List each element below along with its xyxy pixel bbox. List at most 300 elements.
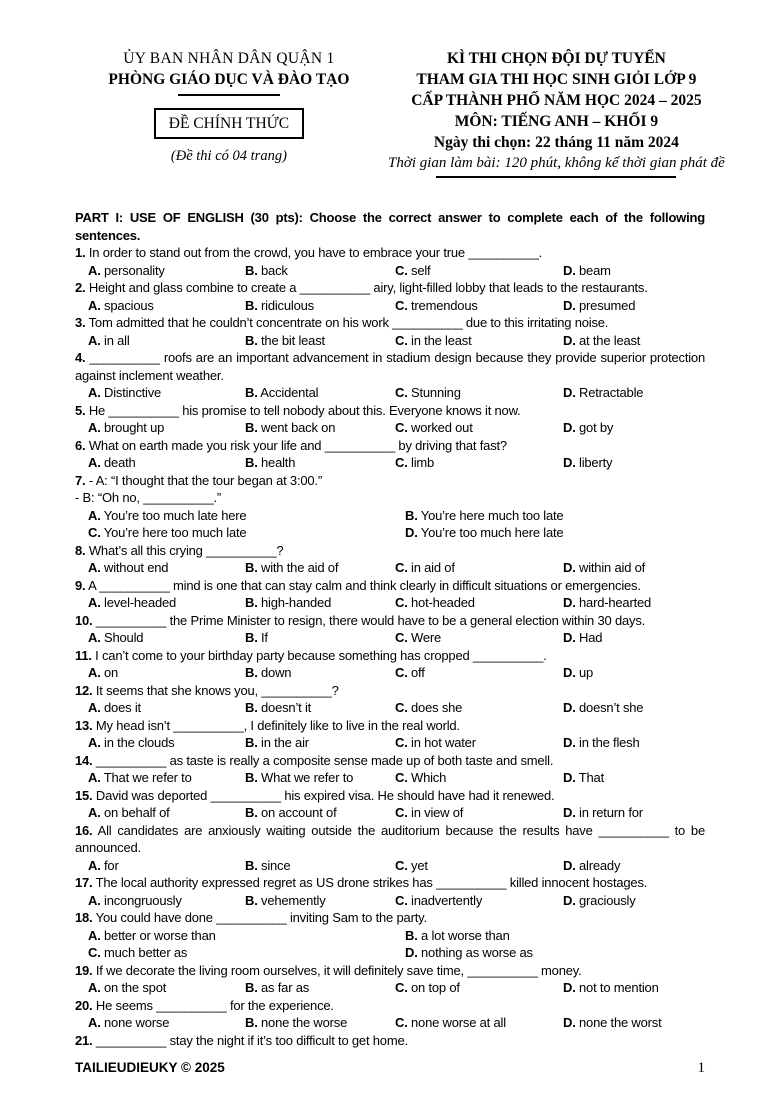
option-text: death: [100, 455, 136, 470]
question-item: [75, 909, 705, 962]
question-item: [75, 437, 705, 472]
question-item: [75, 612, 705, 647]
option-letter: D.: [563, 262, 576, 278]
option-A: [88, 892, 245, 910]
option-letter: C.: [395, 560, 408, 575]
option-letter: C.: [395, 385, 408, 400]
question-text: David was deported __________ his expired visa. He should have had it renewed.: [92, 787, 555, 803]
question-text-line2: - B: “Oh no, __________.”: [75, 490, 222, 505]
page-number: 1: [697, 1060, 705, 1076]
option-text: not to mention: [575, 980, 659, 995]
option-letter: B.: [245, 770, 258, 785]
option-A: [88, 419, 245, 437]
option-A: [88, 332, 245, 350]
question-text: My head isn’t __________, I definitely like to live in the real world.: [92, 717, 460, 733]
question-line: [75, 577, 705, 595]
question-text: Height and glass combine to create a __________ airy, light-filled lobby that leads to the restaurants.: [85, 280, 648, 295]
option-letter: A.: [88, 927, 101, 943]
question-number: 10.: [75, 612, 93, 628]
question-text: He seems __________ for the experience.: [92, 997, 334, 1013]
option-text: You’re too much here late: [417, 525, 564, 540]
page-footer: [75, 1060, 705, 1077]
option-letter: B.: [245, 665, 258, 680]
option-B: [245, 892, 395, 910]
option-text: liberty: [575, 455, 613, 470]
answer-options: [75, 979, 705, 997]
option-D: [563, 769, 705, 787]
option-text: worked out: [407, 420, 473, 435]
question-number: 13.: [75, 717, 93, 733]
option-letter: D.: [563, 805, 576, 820]
option-letter: B.: [245, 455, 258, 470]
option-letter: C.: [395, 700, 408, 715]
option-letter: D.: [563, 700, 576, 715]
option-B: [245, 629, 395, 647]
option-text: inadvertently: [407, 892, 483, 908]
question-number: 8.: [75, 542, 86, 558]
option-letter: C.: [88, 945, 101, 960]
option-text: a lot worse than: [417, 927, 510, 943]
option-letter: B.: [245, 385, 258, 400]
question-number: 21.: [75, 1032, 93, 1048]
option-text: on top of: [407, 980, 460, 995]
option-A: [88, 769, 245, 787]
option-A: [88, 594, 245, 612]
question-line: [75, 787, 705, 805]
option-A: [88, 559, 245, 577]
option-C: [395, 769, 563, 787]
option-D: [563, 804, 705, 822]
option-letter: C.: [395, 297, 408, 313]
option-A: [88, 297, 245, 315]
option-letter: C.: [395, 630, 408, 645]
question-item: [75, 402, 705, 437]
option-letter: B.: [245, 892, 258, 908]
option-D: [563, 297, 705, 315]
option-D: [563, 664, 705, 682]
option-A: [88, 927, 405, 945]
question-text: The local authority expressed regret as US drone strikes has __________ killed innocent hostages.: [92, 875, 648, 890]
option-letter: D.: [563, 297, 576, 313]
option-C: [395, 332, 563, 350]
option-A: [88, 507, 405, 525]
option-text: doesn’t she: [575, 700, 644, 715]
question-line: [75, 909, 705, 927]
question-number: 12.: [75, 682, 93, 698]
question-text: In order to stand out from the crowd, you have to embrace your true __________.: [85, 245, 543, 260]
option-B: [405, 507, 705, 525]
option-text: without end: [100, 560, 169, 575]
question-number: 16.: [75, 822, 93, 838]
option-text: Distinctive: [100, 385, 162, 400]
option-letter: B.: [405, 507, 418, 523]
option-text: Should: [100, 630, 144, 645]
option-text: That we refer to: [100, 770, 192, 785]
option-letter: B.: [245, 805, 258, 820]
option-letter: C.: [395, 420, 408, 435]
question-line: [75, 402, 705, 420]
option-D: [563, 892, 705, 910]
option-letter: A.: [88, 332, 101, 348]
option-text: in the least: [407, 332, 472, 348]
option-text: You’re here too much late: [100, 525, 247, 540]
question-text: Tom admitted that he couldn’t concentrate on his work __________ due to this irritating noise.: [85, 315, 609, 330]
option-B: [245, 559, 395, 577]
option-text: the bit least: [257, 332, 325, 348]
option-A: [88, 699, 245, 717]
question-item: [75, 787, 705, 822]
option-text: in the flesh: [575, 735, 640, 750]
answer-options: [75, 734, 705, 752]
option-D: [563, 734, 705, 752]
option-D: [563, 979, 705, 997]
option-A: [88, 804, 245, 822]
question-text: What’s all this crying __________?: [85, 542, 284, 558]
option-text: What we refer to: [257, 770, 354, 785]
option-text: up: [575, 665, 594, 680]
option-B: [245, 769, 395, 787]
option-C: [395, 454, 563, 472]
option-letter: C.: [88, 525, 101, 540]
option-text: in all: [100, 332, 130, 348]
option-letter: C.: [395, 770, 408, 785]
option-text: on the spot: [100, 980, 167, 995]
option-letter: D.: [405, 945, 418, 960]
exam-title-line3: CẤP THÀNH PHỐ NĂM HỌC 2024 – 2025: [411, 92, 702, 109]
question-item: [75, 542, 705, 577]
question-number: 7.: [75, 472, 86, 488]
option-letter: D.: [563, 420, 576, 435]
option-letter: B.: [245, 560, 258, 575]
option-text: self: [407, 262, 431, 278]
option-letter: A.: [88, 1015, 101, 1030]
question-text: He __________ his promise to tell nobody about this. Everyone knows it now.: [85, 402, 521, 418]
option-D: [563, 559, 705, 577]
option-text: health: [257, 455, 296, 470]
option-C: [395, 297, 563, 315]
option-letter: D.: [563, 735, 576, 750]
option-text: incongruously: [100, 892, 182, 908]
question-item: [75, 752, 705, 787]
question-item: [75, 279, 705, 314]
answer-options: [75, 262, 705, 280]
exam-title-line1: KÌ THI CHỌN ĐỘI DỰ TUYỂN: [446, 50, 666, 67]
question-number: 19.: [75, 962, 93, 978]
option-D: [563, 594, 705, 612]
option-text: Were: [407, 630, 442, 645]
option-B: [245, 699, 395, 717]
question-text: - A: “I thought that the tour began at 3:00.”: [85, 472, 322, 488]
option-text: ridiculous: [257, 297, 314, 313]
option-text: as far as: [257, 980, 310, 995]
option-C: [395, 1014, 563, 1032]
option-D: [563, 1014, 705, 1032]
question-item: [75, 822, 705, 875]
option-letter: D.: [563, 665, 576, 680]
option-text: beam: [575, 262, 611, 278]
option-C: [395, 979, 563, 997]
option-text: Accidental: [257, 385, 319, 400]
question-item: [75, 647, 705, 682]
option-A: [88, 979, 245, 997]
question-line: [75, 349, 705, 384]
option-letter: A.: [88, 700, 101, 715]
question-number: 5.: [75, 402, 86, 418]
option-letter: B.: [245, 857, 258, 873]
option-text: high-handed: [257, 595, 332, 610]
option-text: You’re here much too late: [417, 507, 564, 523]
option-A: [88, 1014, 245, 1032]
option-B: [245, 979, 395, 997]
option-C: [395, 384, 563, 402]
option-letter: D.: [563, 560, 576, 575]
option-C: [88, 944, 405, 962]
question-text: __________ the Prime Minister to resign, there would have to be a general election within 30 days.: [92, 612, 646, 628]
question-text: A __________ mind is one that can stay calm and think clearly in difficult situations or emergencies.: [85, 577, 641, 593]
question-line: [75, 279, 705, 297]
option-text: Which: [407, 770, 447, 785]
question-number: 11.: [75, 647, 92, 663]
answer-options: [75, 332, 705, 350]
question-number: 15.: [75, 787, 93, 803]
question-number: 17.: [75, 875, 93, 890]
option-D: [563, 454, 705, 472]
part1-heading: PART I: USE OF ENGLISH (30 pts): Choose the correct answer to complete each of the following sentences.: [75, 210, 705, 243]
option-text: back: [257, 262, 288, 278]
option-letter: B.: [245, 262, 258, 278]
option-D: [563, 332, 705, 350]
option-A: [88, 734, 245, 752]
option-letter: D.: [563, 892, 576, 908]
option-letter: A.: [88, 980, 101, 995]
option-letter: A.: [88, 420, 101, 435]
option-A: [88, 384, 245, 402]
option-D: [405, 524, 705, 542]
option-text: limb: [407, 455, 435, 470]
option-text: in aid of: [407, 560, 455, 575]
question-number: 14.: [75, 752, 93, 768]
question-text: If we decorate the living room ourselves, it will definitely save time, __________ money.: [92, 962, 582, 978]
question-line: [75, 437, 705, 455]
option-D: [563, 262, 705, 280]
option-letter: B.: [245, 420, 258, 435]
option-text: nothing as worse as: [417, 945, 533, 960]
option-text: on behalf of: [100, 805, 170, 820]
option-A: [88, 454, 245, 472]
question-line: [75, 822, 705, 857]
option-letter: D.: [563, 595, 576, 610]
option-letter: A.: [88, 805, 101, 820]
answer-options: [75, 454, 705, 472]
option-text: does she: [407, 700, 463, 715]
question-number: 9.: [75, 577, 86, 593]
divider-line: [436, 176, 676, 178]
option-A: [88, 629, 245, 647]
option-letter: B.: [405, 927, 418, 943]
option-text: got by: [575, 420, 614, 435]
option-B: [245, 804, 395, 822]
option-letter: A.: [88, 595, 101, 610]
question-number: 20.: [75, 997, 93, 1013]
answer-options: [75, 664, 705, 682]
answer-options: [75, 804, 705, 822]
option-text: none the worst: [575, 1015, 662, 1030]
option-letter: C.: [395, 332, 408, 348]
option-text: personality: [100, 262, 165, 278]
option-letter: D.: [563, 630, 576, 645]
option-D: [563, 384, 705, 402]
option-C: [395, 699, 563, 717]
option-letter: D.: [563, 980, 576, 995]
answer-options: [75, 857, 705, 875]
option-D: [563, 629, 705, 647]
exam-header: [0, 0, 780, 178]
answer-options: [75, 769, 705, 787]
exam-date-line: Ngày thi chọn: 22 tháng 11 năm 2024: [433, 134, 679, 151]
option-letter: A.: [88, 560, 101, 575]
question-text: All candidates are anxiously waiting outside the auditorium because the results have __________ to be announced.: [75, 822, 705, 855]
question-line: [75, 997, 705, 1015]
option-text: much better as: [100, 945, 188, 960]
option-letter: C.: [395, 1015, 408, 1030]
option-letter: C.: [395, 262, 408, 278]
option-text: yet: [407, 857, 428, 873]
option-text: spacious: [100, 297, 154, 313]
question-text: I can’t come to your birthday party because something has cropped __________.: [91, 647, 547, 663]
exam-title-block: [383, 48, 730, 178]
option-B: [245, 857, 395, 875]
question-text: __________ roofs are an important advancement in stadium design because they provide superior protection against inclement weather.: [75, 350, 705, 383]
option-text: vehemently: [257, 892, 326, 908]
option-letter: A.: [88, 892, 101, 908]
question-item: [75, 962, 705, 997]
question-text: __________ stay the night if it’s too difficult to get home.: [92, 1032, 408, 1048]
option-text: presumed: [575, 297, 636, 313]
option-text: down: [257, 665, 292, 680]
question-item: [75, 682, 705, 717]
option-text: graciously: [575, 892, 636, 908]
option-text: none worse: [100, 1015, 170, 1030]
answer-options: [75, 297, 705, 315]
option-letter: C.: [395, 595, 408, 610]
question-line: [75, 612, 705, 630]
option-text: better or worse than: [100, 927, 216, 943]
question-line: [75, 244, 705, 262]
option-text: level-headed: [100, 595, 177, 610]
question-item: [75, 717, 705, 752]
authority-name: ỦY BAN NHÂN DÂN QUẬN 1: [123, 50, 335, 67]
question-item: [75, 472, 705, 542]
option-text: for: [100, 857, 119, 873]
option-letter: D.: [563, 857, 576, 873]
question-number: 18.: [75, 910, 93, 925]
option-text: in the clouds: [100, 735, 175, 750]
question-line: [75, 472, 705, 490]
option-letter: B.: [245, 735, 258, 750]
answer-options: [75, 419, 705, 437]
question-line: [75, 752, 705, 770]
option-text: since: [257, 857, 291, 873]
option-letter: B.: [245, 595, 258, 610]
option-letter: C.: [395, 857, 408, 873]
option-B: [245, 419, 395, 437]
option-B: [245, 734, 395, 752]
question-line: [75, 542, 705, 560]
option-letter: C.: [395, 665, 408, 680]
questions-list: [75, 244, 705, 1049]
option-B: [245, 454, 395, 472]
option-letter: A.: [88, 297, 101, 313]
option-D: [563, 857, 705, 875]
option-text: brought up: [100, 420, 165, 435]
option-letter: A.: [88, 262, 101, 278]
option-text: already: [575, 857, 621, 873]
option-letter: A.: [88, 507, 101, 523]
answer-options: [75, 892, 705, 910]
answer-options: [75, 699, 705, 717]
option-text: tremendous: [407, 297, 478, 313]
option-text: on: [100, 665, 119, 680]
option-letter: D.: [405, 525, 418, 540]
option-text: off: [407, 665, 425, 680]
option-C: [395, 559, 563, 577]
answer-options: [75, 629, 705, 647]
option-text: in view of: [407, 805, 464, 820]
option-D: [405, 944, 705, 962]
option-B: [245, 664, 395, 682]
question-item: [75, 997, 705, 1032]
option-letter: B.: [245, 332, 258, 348]
answer-options: [75, 507, 705, 542]
option-text: Retractable: [575, 385, 644, 400]
question-item: [75, 314, 705, 349]
option-text: at the least: [575, 332, 641, 348]
option-text: with the aid of: [257, 560, 339, 575]
question-number: 6.: [75, 437, 86, 453]
option-C: [395, 892, 563, 910]
option-B: [245, 1014, 395, 1032]
question-number: 2.: [75, 280, 86, 295]
option-C: [395, 419, 563, 437]
answer-options: [75, 559, 705, 577]
question-text: What on earth made you risk your life and __________ by driving that fast?: [85, 437, 507, 453]
option-text: none the worse: [257, 1015, 348, 1030]
option-text: If: [257, 630, 268, 645]
question-text: It seems that she knows you, __________?: [92, 682, 339, 698]
option-letter: A.: [88, 857, 101, 873]
question-text: You could have done __________ inviting Sam to the party.: [92, 910, 427, 925]
option-letter: A.: [88, 735, 101, 750]
option-letter: B.: [245, 1015, 258, 1030]
option-text: hot-headed: [407, 595, 475, 610]
pages-note: (Đề thi có 04 trang): [170, 148, 287, 164]
option-text: That: [575, 770, 604, 785]
option-letter: D.: [563, 455, 576, 470]
answer-options: [75, 384, 705, 402]
question-number: 4.: [75, 350, 86, 365]
option-A: [88, 857, 245, 875]
option-text: within aid of: [575, 560, 646, 575]
option-letter: C.: [395, 892, 408, 908]
option-letter: B.: [245, 630, 258, 645]
option-letter: D.: [563, 332, 576, 348]
question-item: [75, 1032, 705, 1050]
exam-body: [0, 209, 780, 1049]
question-item: [75, 874, 705, 909]
option-letter: D.: [563, 385, 576, 400]
question-line: [75, 682, 705, 700]
option-B: [245, 332, 395, 350]
